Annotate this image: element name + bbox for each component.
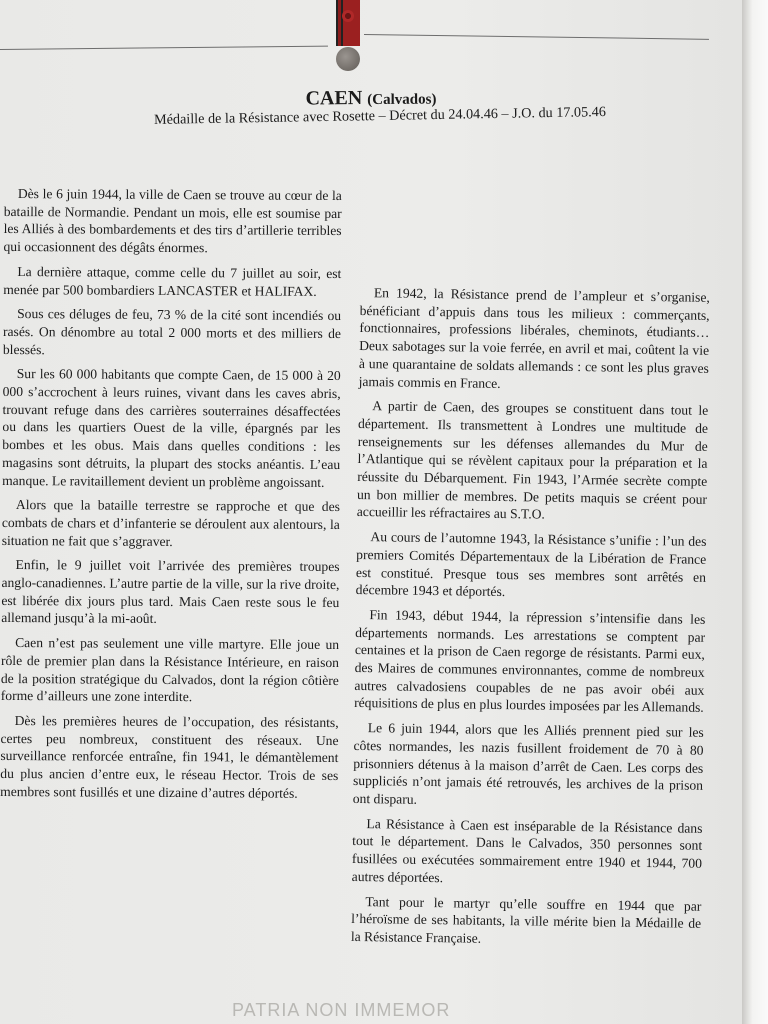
paragraph: Le 6 juin 1944, alors que les Alliés prennent pied sur les côtes normandes, les nazis fusillent froidement de 70 à 80 prisonniers détenus à la maison d’arrêt de Caen. Les corps des suppliciés n’ont jamais été retrouvés, les archives de la prison ont disparu.: [352, 720, 704, 807]
resistance-medal-icon: [333, 0, 363, 78]
decoration-subtitle: Médaille de la Résistance avec Rosette – Décret du 24.04.46 – J.O. du 17.05.46: [153, 104, 607, 128]
paragraph: Sur les 60 000 habitants que compte Caen, de 15 000 à 20 000 s’accrochent à leurs ruines, vivant dans les caves abris, trouvant refuge dans des carrières souterraines désaffectées ou dans les quartiers Ouest de la ville, épargnés par les bombes et les obus. Mais dans quelles conditions : les magasins sont détruits, la plupart des stocks anéantis. L’eau manque. Le ravitaillement devient un problème angoissant.: [2, 366, 341, 490]
paragraph: La Résistance à Caen est inséparable de la Résistance dans tout le département. Dans le Calvados, 350 personnes sont fusillées ou exécutées sommairement entre 1940 et 1944, 700 autres déportées.: [351, 815, 703, 886]
paragraph: Sous ces déluges de feu, 73 % de la cité sont incendiés ou rasés. On dénombre au total 2 000 morts et des milliers de blessés.: [2, 306, 342, 357]
paragraph: En 1942, la Résistance prend de l’ampleur et s’organise, bénéficiant d’appuis dans tous les milieux : commerçants, fonctionnaires, professions libérales, cheminots, étudiants… Deux sabotages sur la voie ferrée, en avril et mai, coûtent la vie à une quarantaine de soldats allemands : ce sont les plus graves jamais commis en France.: [358, 285, 710, 391]
medal-disc: [336, 47, 360, 71]
paragraph: Enfin, le 9 juillet voit l’arrivée des premières troupes anglo-canadiennes. L’autre partie de la ville, sur la rive droite, est libérée dix jours plus tard. Mais Caen reste sous le feu allemand jusqu’à la mi-août.: [1, 557, 340, 627]
paragraph: Fin 1943, début 1944, la répression s’intensifie dans les départements normands. Les arrestations se comptent par centaines et la prison de Caen regorge de résistants. Parmi eux, des Maires de communes environnantes, comme de nombreux autres calvadosiens coupables de ne pas avoir obéi aux réquisitions de plus en plus lourdes imposées par les Allemands.: [354, 607, 706, 716]
paragraph: Caen n’est pas seulement une ville martyre. Elle joue un rôle de premier plan dans la Résistance Intérieure, en raison de la position stratégique du Calvados, dont la région côtière forme d’ailleurs une zone interdite.: [0, 635, 340, 705]
right-column: [351, 284, 710, 957]
paragraph: Tant pour le martyr qu’elle souffre en 1944 que par l’héroïsme de ses habitants, la ville mérite bien la Médaille de la Résistance Française.: [350, 893, 702, 946]
medal-ribbon: [336, 0, 360, 46]
paragraph: La dernière attaque, comme celle du 7 juillet au soir, est menée par 500 bombardiers LANCASTER et HALIFAX.: [3, 263, 342, 299]
paragraph: Dès les premières heures de l’occupation, des résistants, certes peu nombreux, constituent des réseaux. Une surveillance renforcée entraîne, fin 1941, le démantèlement du plus ancien d’entre eux, le réseau Hector. Trois de ses membres sont fusillés et une dizaine d’autres déportés.: [0, 713, 339, 801]
page-edge: [742, 0, 768, 1024]
paragraph: Dès le 6 juin 1944, la ville de Caen se trouve au cœur de la bataille de Normandie. Pendant un mois, elle est soumise par les Alliés à des bombardements et des tirs d’artillerie terribles qui occasionnent des dégâts énormes.: [3, 186, 342, 256]
header-rule-left: [0, 46, 328, 50]
left-column: [0, 185, 342, 810]
department-name: (Calvados): [367, 91, 437, 109]
city-name: CAEN: [305, 87, 363, 110]
paragraph: Au cours de l’automne 1943, la Résistance s’unifie : l’un des premiers Comités Départementaux de la Libération de France est constitué. Presque tous ses membres sont arrêtés en décembre 1943 et déportés.: [355, 529, 707, 600]
medal-rosette: [342, 10, 354, 22]
paragraph: A partir de Caen, des groupes se constituent dans tout le département. Ils transmettent à Londres une multitude de renseignements sur les défenses allemandes du Mur de l’Atlantique qui se révèlent capitaux pour la préparation et la réussite du Débarquement. Fin 1943, l’Armée secrète compte un bon millier de membres. De petits maquis se créent pour accueillir les réfractaires au S.T.O.: [356, 398, 709, 523]
paragraph: Alors que la bataille terrestre se rapproche et que des combats de chars et d’infanterie se déroulent aux alentours, la situation ne fait que s’aggraver.: [1, 497, 340, 549]
footer-motto: PATRIA NON IMMEMOR: [232, 1000, 451, 1020]
header-rule-right: [364, 34, 709, 40]
